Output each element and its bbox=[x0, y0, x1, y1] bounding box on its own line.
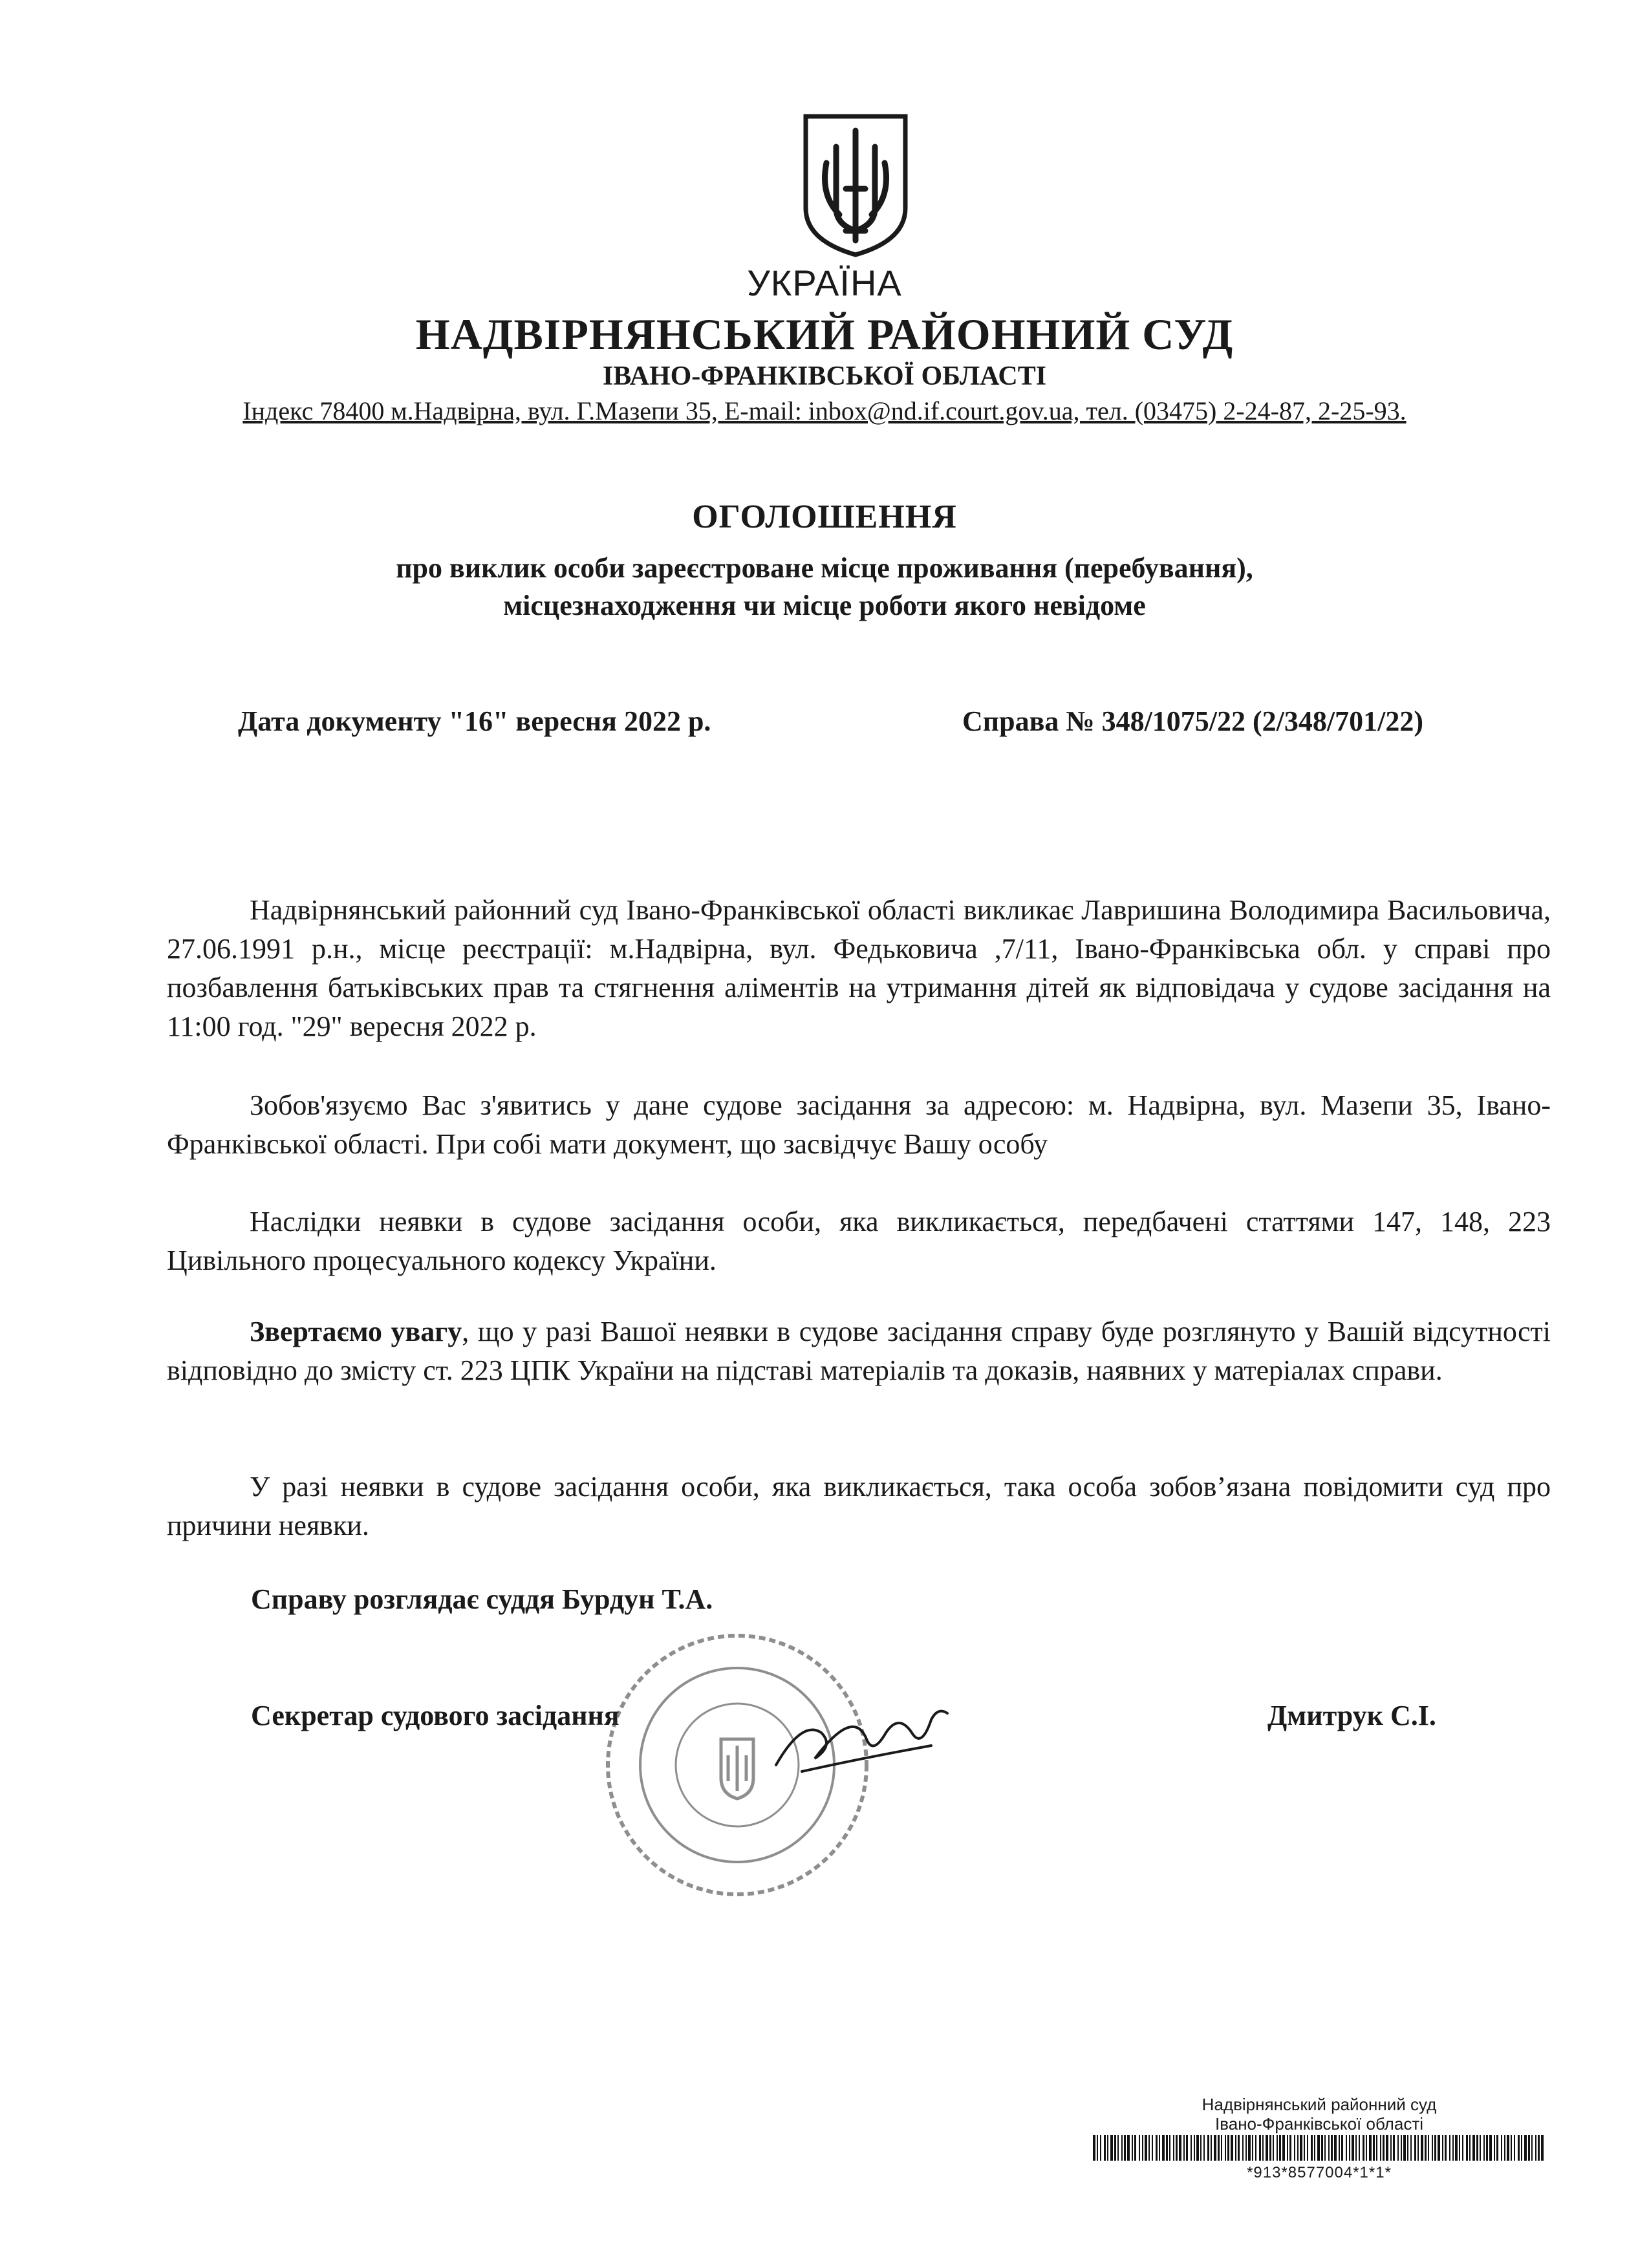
barcode-bar bbox=[1363, 2135, 1364, 2161]
barcode-bar bbox=[1386, 2135, 1388, 2161]
barcode-bar bbox=[1428, 2135, 1429, 2161]
barcode-bar bbox=[1507, 2135, 1509, 2161]
subtitle-line-1: про виклик особи зареєстроване місце проживання (перебування), bbox=[396, 552, 1253, 584]
secretary-label: Секретар судового засідання bbox=[251, 1700, 620, 1731]
barcode-bar bbox=[1173, 2135, 1174, 2161]
barcode-bar bbox=[1194, 2135, 1195, 2161]
barcode-bar bbox=[1438, 2135, 1440, 2161]
barcode-bar bbox=[1127, 2135, 1130, 2161]
barcode-bar bbox=[1097, 2135, 1098, 2161]
barcode-bar bbox=[1518, 2135, 1520, 2161]
barcode-bar bbox=[1186, 2135, 1188, 2161]
barcode-bar bbox=[1393, 2135, 1395, 2161]
barcode-bar bbox=[1383, 2135, 1385, 2161]
barcode-bar bbox=[1179, 2135, 1181, 2161]
document-title: ОГОЛОШЕННЯ bbox=[692, 498, 957, 535]
barcode-bar bbox=[1156, 2135, 1158, 2161]
barcode-bar bbox=[1300, 2135, 1302, 2161]
barcode-bar bbox=[1417, 2135, 1419, 2161]
barcode-bar bbox=[1455, 2135, 1458, 2161]
barcode-bar bbox=[1148, 2135, 1150, 2161]
barcode-bar bbox=[1262, 2135, 1264, 2161]
document-date: Дата документу "16" вересня 2022 р. bbox=[238, 705, 711, 737]
barcode-bar bbox=[1352, 2135, 1354, 2161]
barcode-bar bbox=[1252, 2135, 1253, 2161]
barcode-bar bbox=[1331, 2135, 1333, 2161]
barcode-bar bbox=[1162, 2135, 1165, 2161]
barcode-bar bbox=[1107, 2135, 1108, 2161]
barcode-bar bbox=[1397, 2135, 1399, 2161]
barcode-bar bbox=[1289, 2135, 1291, 2161]
barcode-bar bbox=[1524, 2135, 1527, 2161]
contacts-text: Індекс 78400 м.Надвірна, вул. Г.Мазепи 35, E-mail: inbox@nd.if.court.gov.ua, тел. (03475) 2-24-87, 2-25-93. bbox=[242, 396, 1406, 425]
barcode-bar bbox=[1407, 2135, 1408, 2161]
barcode-bar bbox=[1279, 2135, 1281, 2161]
barcode-bar bbox=[1514, 2135, 1515, 2161]
barcode-bar bbox=[1304, 2135, 1305, 2161]
barcode-bar bbox=[1494, 2135, 1495, 2161]
barcode-icon bbox=[1093, 2135, 1546, 2161]
barcode-bar bbox=[1541, 2135, 1544, 2161]
barcode-bar bbox=[1221, 2135, 1222, 2161]
barcode-bar bbox=[1117, 2135, 1119, 2161]
barcode-bar bbox=[1528, 2135, 1530, 2161]
barcode-bar bbox=[1152, 2135, 1153, 2161]
barcode-bar bbox=[1139, 2135, 1140, 2161]
barcode-bar bbox=[1496, 2135, 1498, 2161]
barcode-bar bbox=[1214, 2135, 1216, 2161]
barcode-bar bbox=[1242, 2135, 1244, 2161]
barcode-bar bbox=[1373, 2135, 1375, 2161]
barcode-bar bbox=[1093, 2135, 1095, 2161]
barcode-bar bbox=[1145, 2135, 1147, 2161]
barcode-bar bbox=[1200, 2135, 1202, 2161]
barcode-bar bbox=[1191, 2135, 1192, 2161]
barcode-bar bbox=[1317, 2135, 1320, 2161]
barcode-bar bbox=[1511, 2135, 1512, 2161]
barcode-bar bbox=[1104, 2135, 1106, 2161]
barcode-bar bbox=[1390, 2135, 1392, 2161]
barcode-bar bbox=[1294, 2135, 1295, 2161]
barcode-bar bbox=[1341, 2135, 1343, 2161]
barcode-bar bbox=[1297, 2135, 1299, 2161]
signature-icon bbox=[763, 1694, 957, 1784]
footer-court-region: Івано-Франківської області bbox=[1214, 2114, 1424, 2134]
barcode-bar bbox=[1504, 2135, 1505, 2161]
barcode-bar bbox=[1401, 2135, 1402, 2161]
barcode-bar bbox=[1132, 2135, 1133, 2161]
barcode-bar bbox=[1259, 2135, 1261, 2161]
barcode-bar bbox=[1282, 2135, 1285, 2161]
barcode-bar bbox=[1359, 2135, 1360, 2161]
barcode-bar bbox=[1349, 2135, 1350, 2161]
barcode-bar bbox=[1480, 2135, 1481, 2161]
barcode-bar bbox=[1538, 2135, 1540, 2161]
barcode-bar bbox=[1100, 2135, 1101, 2161]
judge-line: Справу розглядає суддя Бурдун Т.А. bbox=[251, 1583, 713, 1615]
barcode-bar bbox=[1121, 2135, 1123, 2161]
paragraph-attention bbox=[167, 1312, 1551, 1390]
barcode-bar bbox=[1207, 2135, 1209, 2161]
barcode-bar bbox=[1238, 2135, 1240, 2161]
barcode-bar bbox=[1486, 2135, 1488, 2161]
barcode-bar bbox=[1462, 2135, 1463, 2161]
footer-barcode-block bbox=[1093, 2095, 1546, 2182]
barcode-bar bbox=[1142, 2135, 1143, 2161]
barcode-bar bbox=[1196, 2135, 1199, 2161]
barcode-bar bbox=[1225, 2135, 1226, 2161]
barcode-bar bbox=[1489, 2135, 1492, 2161]
barcode-bar bbox=[1235, 2135, 1236, 2161]
paragraph-notify: У разі неявки в судове засідання особи, яка викликається, така особа зобов’язана повідомити суд про причини неявки. bbox=[167, 1471, 1551, 1541]
barcode-bar bbox=[1421, 2135, 1423, 2161]
secretary-name: Дмитрук С.І. bbox=[1267, 1700, 1436, 1731]
court-region: ІВАНО-ФРАНКІВСЬКОЇ ОБЛАСТІ bbox=[602, 361, 1047, 391]
barcode-bar bbox=[1376, 2135, 1377, 2161]
barcode-number: *913*8577004*1*1* bbox=[1247, 2164, 1392, 2181]
barcode-bar bbox=[1269, 2135, 1271, 2161]
paragraph-appearance: Зобов'язуємо Вас з'явитись у дане судове засідання за адресою: м. Надвірна, вул. Мазепи 35, Івано-Франківської області. При собі мати документ, що засвідчує Вашу особу bbox=[167, 1089, 1551, 1160]
barcode-bar bbox=[1469, 2135, 1471, 2161]
footer-court-name: Надвірнянський районний суд bbox=[1202, 2095, 1437, 2114]
court-contacts bbox=[0, 396, 1649, 426]
barcode-bar bbox=[1218, 2135, 1220, 2161]
barcode-bar bbox=[1334, 2135, 1337, 2161]
barcode-bar bbox=[1425, 2135, 1427, 2161]
barcode-bar bbox=[1166, 2135, 1168, 2161]
barcode-bar bbox=[1403, 2135, 1406, 2161]
attention-text: , що у разі Вашої неявки в судове засідання справу буде розглянуто у Вашій відсутності відповідно до змісту ст. 223 ЦПК України на підставі матеріалів та доказів, наявних у матеріалах справи. bbox=[167, 1316, 1551, 1386]
barcode-bar bbox=[1277, 2135, 1278, 2161]
barcode-bar bbox=[1287, 2135, 1288, 2161]
barcode-bar bbox=[1159, 2135, 1160, 2161]
document-subtitle bbox=[0, 550, 1649, 625]
barcode-bar bbox=[1266, 2135, 1268, 2161]
attention-label: Звертаємо увагу bbox=[250, 1316, 462, 1347]
barcode-bar bbox=[1255, 2135, 1256, 2161]
barcode-bar bbox=[1442, 2135, 1443, 2161]
case-number: Справа № 348/1075/22 (2/348/701/22) bbox=[962, 705, 1424, 737]
barcode-bar bbox=[1328, 2135, 1330, 2161]
barcode-bar bbox=[1134, 2135, 1136, 2161]
paragraph-consequences: Наслідки неявки в судове засідання особи, яка викликається, передбачені статтями 147, 148, 223 Цивільного процесуального кодексу України. bbox=[167, 1206, 1551, 1276]
subtitle-line-2: місцезнаходження чи місце роботи якого невідоме bbox=[503, 590, 1146, 621]
barcode-bar bbox=[1314, 2135, 1315, 2161]
barcode-bar bbox=[1414, 2135, 1416, 2161]
paragraph-summons: Надвірнянський районний суд Івано-Франківської області викликає Лавришина Володимира Васильовича, 27.06.1991 р.н., місце реєстрації: м.Надвірна, вул. Федьковича ,7/11, Івано-Франківська обл. у справі про позбавлення батьківських прав та стягнення аліментів на утримання дітей як відповідача у судове засідання на 11:00 год. "29" вересня 2022 р. bbox=[167, 894, 1551, 1042]
barcode-bar bbox=[1183, 2135, 1185, 2161]
barcode-bar bbox=[1273, 2135, 1274, 2161]
barcode-bar bbox=[1476, 2135, 1478, 2161]
barcode-bar bbox=[1346, 2135, 1347, 2161]
barcode-bar bbox=[1452, 2135, 1454, 2161]
barcode-bar bbox=[1355, 2135, 1357, 2161]
barcode-bar bbox=[1445, 2135, 1447, 2161]
country-name: УКРАЇНА bbox=[747, 262, 902, 303]
barcode-bar bbox=[1521, 2135, 1522, 2161]
barcode-bar bbox=[1472, 2135, 1475, 2161]
court-name: НАДВІРНЯНСЬКИЙ РАЙОННИЙ СУД bbox=[415, 310, 1234, 359]
barcode-bar bbox=[1227, 2135, 1229, 2161]
barcode-bar bbox=[1432, 2135, 1433, 2161]
barcode-bar bbox=[1114, 2135, 1116, 2161]
barcode-bar bbox=[1366, 2135, 1367, 2161]
barcode-bar bbox=[1410, 2135, 1412, 2161]
barcode-bar bbox=[1369, 2135, 1372, 2161]
barcode-bar bbox=[1501, 2135, 1502, 2161]
barcode-bar bbox=[1245, 2135, 1247, 2161]
coat-of-arms-icon bbox=[801, 111, 911, 260]
barcode-bar bbox=[1449, 2135, 1450, 2161]
barcode-bar bbox=[1380, 2135, 1381, 2161]
barcode-bar bbox=[1248, 2135, 1251, 2161]
barcode-bar bbox=[1535, 2135, 1536, 2161]
barcode-bar bbox=[1531, 2135, 1533, 2161]
barcode-bar bbox=[1231, 2135, 1233, 2161]
barcode-bar bbox=[1339, 2135, 1340, 2161]
barcode-bar bbox=[1211, 2135, 1212, 2161]
barcode-bar bbox=[1483, 2135, 1485, 2161]
barcode-bar bbox=[1203, 2135, 1205, 2161]
barcode-bar bbox=[1324, 2135, 1326, 2161]
barcode-bar bbox=[1311, 2135, 1313, 2161]
barcode-bar bbox=[1434, 2135, 1436, 2161]
barcode-bar bbox=[1459, 2135, 1460, 2161]
barcode-bar bbox=[1176, 2135, 1178, 2161]
barcode-bar bbox=[1307, 2135, 1308, 2161]
barcode-bar bbox=[1169, 2135, 1170, 2161]
barcode-bar bbox=[1110, 2135, 1113, 2161]
barcode-bar bbox=[1124, 2135, 1126, 2161]
barcode-bar bbox=[1321, 2135, 1323, 2161]
barcode-bar bbox=[1466, 2135, 1468, 2161]
